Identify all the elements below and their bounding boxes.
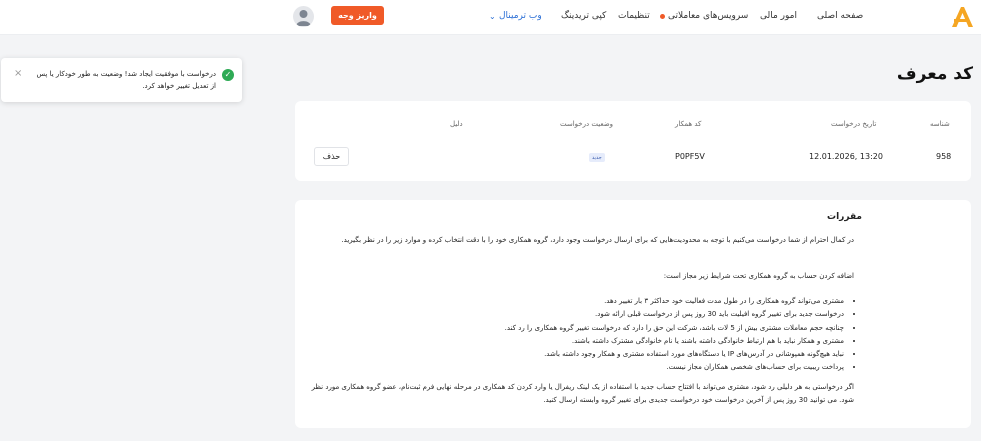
rules-intro: در کمال احترام از شما درخواست می‌کنیم با توجه به محدودیت‌هایی که برای ارسال درخواست وجود دارد، گروه همکاری خود را با دقت انتخاب کرده و موارد زیر را در نظر بگیرید. [341,236,854,244]
column-header-date: تاریخ درخواست [831,120,877,128]
chevron-down-icon[interactable]: ⌄ [489,12,496,21]
row-partner-code: P0PF5V [675,152,705,161]
rules-title: مقررات [827,212,862,222]
nav-settings[interactable]: تنظیمات [618,11,650,21]
top-navbar [0,0,981,35]
nav-web-terminal[interactable]: وب ترمینال [499,11,542,21]
page-title: کد معرف [896,64,973,84]
rules-list [310,295,854,375]
rules-footer: اگر درخواستی به هر دلیلی رد شود، مشتری می‌تواند با افتتاح حساب جدید با استفاده از یک لینک ریفرال یا وارد کردن کد همکاری در مرحله نهایی فرم ثبت‌نام، عضو گروه همکاری مورد نظر شود. می توانید 30 روز پس از آخرین درخواست خود درخواست جدیدی برای تغییر گروه وابسته ارسال کنید. [311,383,854,404]
rule-item: • پرداخت ریبیت برای حساب‌های شخصی همکاران مجاز نیست. [310,361,844,374]
row-date: 12.01.2026, 13:20 [809,152,883,161]
nav-copy-trading[interactable]: کپی تریدینگ [561,11,607,21]
column-header-reason: دلیل [450,120,463,128]
rule-item: • مشتری و همکار نباید با هم ارتباط خانوادگی داشته باشند یا نام خانوادگی مشترک داشته باشند. [310,335,844,348]
column-header-status: وضعیت درخواست [560,120,614,128]
row-id: 958 [936,152,952,161]
requests-table-card [295,101,971,181]
nav-finance[interactable]: امور مالی [760,11,797,21]
notification-dot [660,14,665,19]
rule-item: • نباید هیچ‌گونه همپوشانی در آدرس‌های IP یا دستگاه‌های مورد استفاده مشتری و همکار وجود داشته باشد. [310,348,844,361]
close-icon[interactable]: × [14,68,23,79]
rules-conditions-heading: اضافه کردن حساب به گروه همکاری تحت شرایط زیر مجاز است: [663,272,854,280]
rule-item: • مشتری می‌تواند گروه همکاری را در طول مدت فعالیت خود حداکثر ۳ بار تغییر دهد. [310,295,844,308]
user-avatar-icon[interactable] [293,6,314,27]
brand-logo[interactable] [950,5,974,29]
check-circle-icon: ✓ [222,69,234,81]
rule-item: • درخواست جدید برای تغییر گروه افیلیت باید 30 روز پس از درخواست قبلی ارائه شود. [310,308,844,321]
column-header-id: شناسه [930,120,950,128]
rule-item: • چنانچه حجم معاملات مشتری بیش از 5 لات باشد، شرکت این حق را دارد که درخواست تغییر گروه همکاری را رد کند. [310,322,844,335]
deposit-button[interactable]: واریز وجه [331,6,384,25]
success-toast [1,58,242,102]
toast-message: درخواست با موفقیت ایجاد شد! وضعیت به طور خودکار یا پس از تعدیل تغییر خواهد کرد. [36,70,216,90]
delete-request-button[interactable]: حذف [314,147,349,166]
nav-home[interactable]: صفحه اصلی [817,11,864,21]
column-header-partner-code: کد همکار [675,120,702,128]
status-badge: جدید [589,153,605,162]
nav-trading-services[interactable]: سرویس‌های معاملاتی [668,11,749,21]
